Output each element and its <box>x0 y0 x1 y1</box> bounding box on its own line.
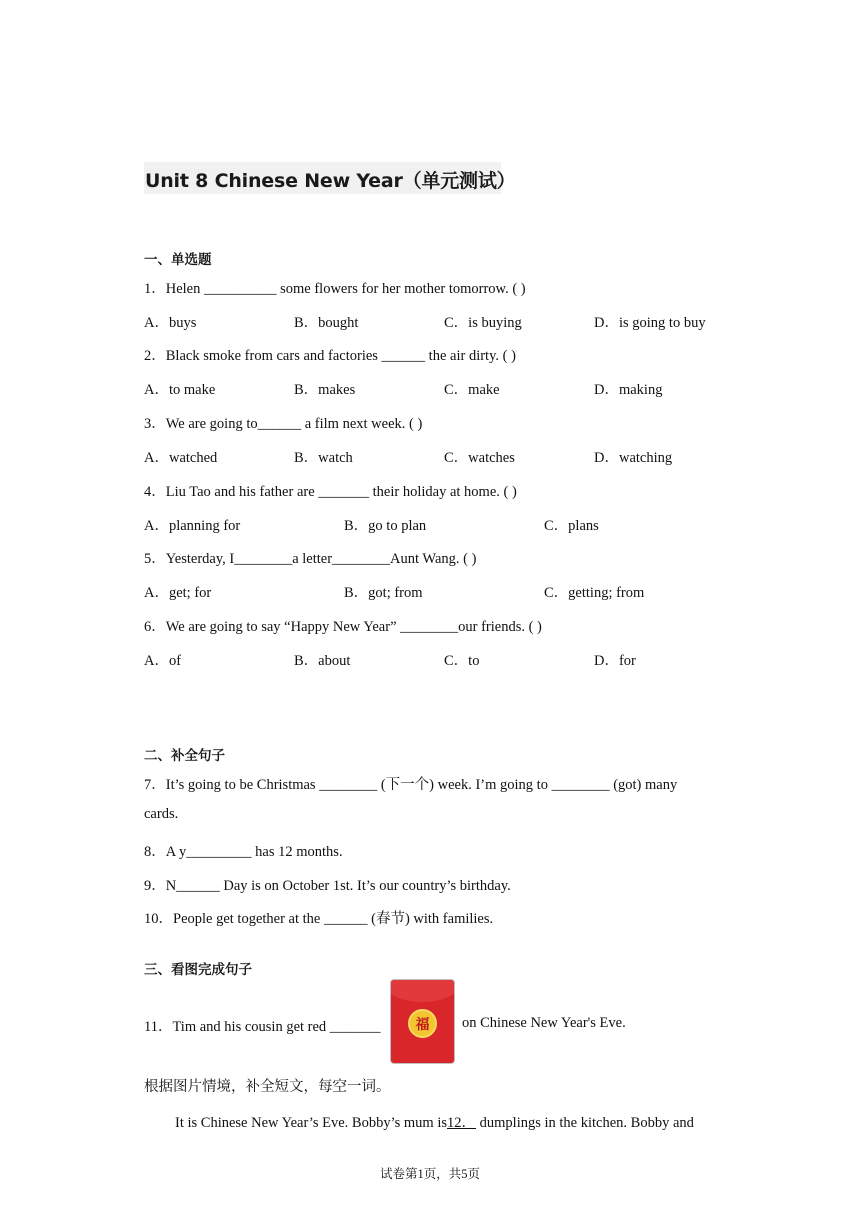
passage-blank-12: 12． <box>447 1115 477 1131</box>
question-1: 1．Helen __________ some flowers for her mother tomorrow. ( ) <box>144 281 526 297</box>
q2-option-b: B．makes <box>294 382 356 398</box>
q5-option-c: C．getting; from <box>544 585 645 601</box>
question-6: 6．We are going to say “Happy New Year” ________our friends. ( ) <box>144 619 542 635</box>
section-heading-complete-sentences: 二、补全句子 <box>144 748 225 764</box>
q5-option-b: B．got; from <box>344 585 423 601</box>
q3-option-b: B．watch <box>294 450 353 466</box>
q6-option-d: D．for <box>594 653 636 669</box>
q3-option-c: C．watches <box>444 450 515 466</box>
q6-option-c: C．to <box>444 653 480 669</box>
q1-option-c: C．is buying <box>444 315 522 331</box>
question-11-end: on Chinese New Year's Eve. <box>462 1015 626 1031</box>
page-footer: 试卷第1页，共5页 <box>379 1167 480 1181</box>
passage-text-before: It is Chinese New Year’s Eve. Bobby’s mum is <box>175 1115 448 1131</box>
passage-line-1 <box>175 1111 694 1132</box>
passage-text-after: dumplings in the kitchen. Bobby and <box>476 1115 694 1131</box>
question-7-line-2: cards. <box>144 806 179 822</box>
envelope-flap <box>391 980 454 1002</box>
page-title: Unit 8 Chinese New Year（单元测试） <box>145 170 516 192</box>
question-11-start: 11．Tim and his cousin get red _______ <box>144 1019 381 1035</box>
q1-option-a: A．buys <box>144 315 197 331</box>
q5-option-a: A．get; for <box>144 585 212 601</box>
question-8: 8．A y_________ has 12 months. <box>144 844 343 860</box>
q2-option-d: D．making <box>594 382 663 398</box>
q6-option-b: B．about <box>294 653 351 669</box>
fu-character: 福 <box>415 1016 430 1033</box>
fu-seal-icon <box>408 1009 437 1038</box>
section-heading-single-choice: 一、单选题 <box>144 252 212 268</box>
q6-option-a: A．of <box>144 653 182 669</box>
section-heading-picture-sentences: 三、看图完成句子 <box>144 962 252 978</box>
q3-option-d: D．watching <box>594 450 673 466</box>
q3-option-a: A．watched <box>144 450 218 466</box>
question-9: 9．N______ Day is on October 1st. It’s our country’s birthday. <box>144 878 511 894</box>
passage-instruction: 根据图片情境，补全短文，每空一词。 <box>144 1079 391 1095</box>
question-10: 10．People get together at the ______ (春节) with families. <box>144 911 494 927</box>
q1-option-b: B．bought <box>294 315 359 331</box>
question-4: 4．Liu Tao and his father are _______ their holiday at home. ( ) <box>144 484 517 500</box>
q1-option-d: D．is going to buy <box>594 315 706 331</box>
q4-option-b: B．go to plan <box>344 518 427 534</box>
question-2: 2．Black smoke from cars and factories ______ the air dirty. ( ) <box>144 348 516 364</box>
q4-option-c: C．plans <box>544 518 599 534</box>
question-5: 5．Yesterday, I________a letter________Aunt Wang. ( ) <box>144 551 477 567</box>
question-3: 3．We are going to______ a film next week. ( ) <box>144 416 423 432</box>
q2-option-a: A．to make <box>144 382 216 398</box>
red-envelope-image <box>391 980 454 1063</box>
q4-option-a: A．planning for <box>144 518 241 534</box>
question-7-line-1: 7．It’s going to be Christmas ________ (下一个) week. I’m going to ________ (got) many <box>144 777 678 793</box>
q2-option-c: C．make <box>444 382 500 398</box>
